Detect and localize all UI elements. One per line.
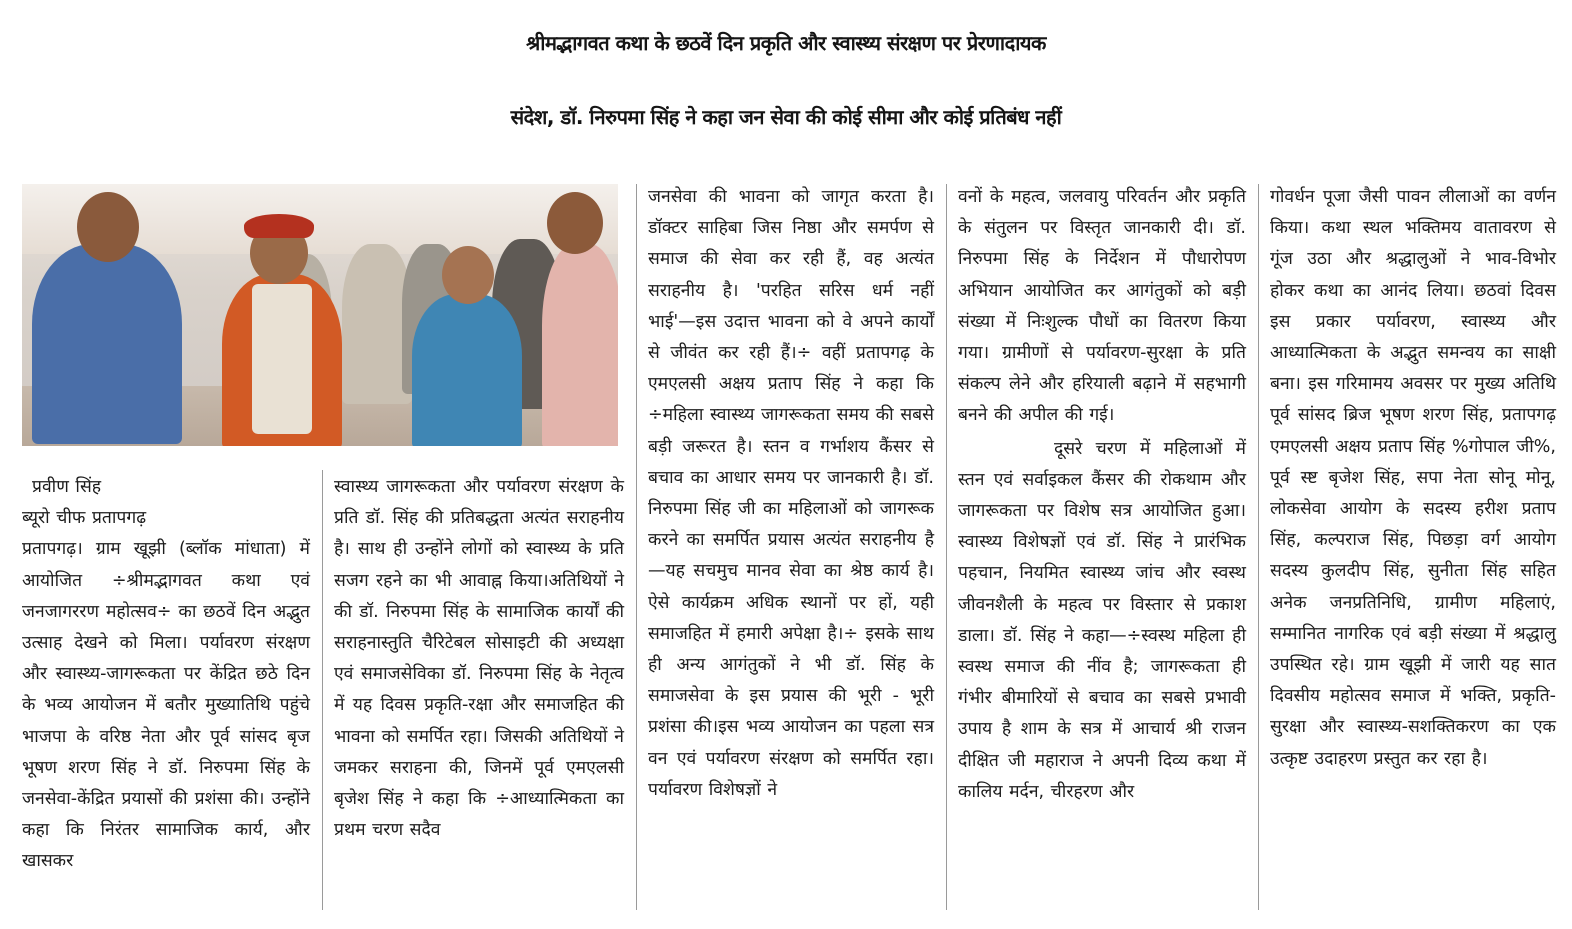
column-1-text: प्रतापगढ़। ग्राम खूझी (ब्लॉक मांधाता) में आयोजित ÷श्रीमद्भागवत कथा एवं जनजागररण महोत्सव÷ का छठवें दिन अद्भुत उत्साह देखने को मिला। पर्यावरण संरक्षण और स्वास्थ्य-जागरूकता पर केंद्रित छठे दिन के भव्य आयोजन में बतौर मुख्यातिथि पहुंचे भाजपा के वरिष्ठ नेता और पूर्व सांसद बृज भूषण शरण सिंह ने डॉ. निरुपमा सिंह के जनसेवा-केंद्रित प्रयासों की प्रशंसा की। उन्होंने कहा कि निरंतर सामाजिक कार्य, और खासकर (22, 539, 310, 872)
article-column-5 (1270, 182, 1556, 775)
byline-author: प्रवीण सिंह (32, 477, 102, 497)
column-divider (946, 184, 947, 910)
person-sari (412, 294, 522, 446)
column-3-text: जनसेवा की भावना को जागृत करता है। डॉक्टर साहिबा जिस निष्ठा और समर्पण से समाज की सेवा कर रही हैं, वह अत्यंत सराहनीय है। 'परहित सरिस धर्म नहीं भाई'—इस उदात्त भावना को वे अपने कार्यों से जीवंत कर रही हैं।÷ वहीं प्रतापगढ़ के एमएलसी अक्षय प्रताप सिंह ने कहा कि ÷महिला स्वास्थ्य जागरूकता समय की सबसे बड़ी जरूरत है। स्तन व गर्भाशय कैंसर से बचाव का आधार समय पर जानकारी है। डॉ. निरुपमा सिंह जी का महिलाओं को जागरूक करने का समर्पित प्रयास अत्यंत सराहनीय है—यह सचमुच मानव सेवा का श्रेष्ठ कार्य है। ऐसे कार्यक्रम अधिक स्थानों पर हों, यही समाजहित में हमारी अपेक्षा है।÷ इसके साथ ही अन्य आगंतुकों ने भी डॉ. सिंह के समाजसेवा के इस प्रयास की भूरी - भूरी प्रशंसा की।इस भव्य आयोजन का पहला सत्र वन एवं पर्यावरण संरक्षण को समर्पित रहा। पर्यावरण विशेषज्ञों ने (648, 187, 934, 800)
headline-line-2: संदेश, डॉ. निरुपमा सिंह ने कहा जन सेवा की कोई सीमा और कोई प्रतिबंध नहीं (510, 105, 1062, 129)
person-blue-shirt (32, 244, 182, 444)
column-4-text-part-2: दूसरे चरण में महिलाओं में स्तन एवं सर्वाइकल कैंसर की रोकथाम और जागरूकता पर विशेष सत्र आयोजित हुआ। स्वास्थ्य विशेषज्ञों एवं डॉ. सिंह ने प्रारंभिक पहचान, नियमित स्वास्थ्य जांच और स्वस्थ जीवनशैली के महत्व पर विस्तार से प्रकाश डाला। डॉ. सिंह ने कहा—÷स्वस्थ महिला ही स्वस्थ समाज की नींव है; जागरूकता ही गंभीर बीमारियों से बचाव का सबसे प्रभावी उपाय है शाम के सत्र में आचार्य श्री राजन दीक्षित जी महाराज ने अपनी दिव्य कथा में कालिय मर्दन, चीरहरण और (958, 438, 1246, 802)
column-2-text: स्वास्थ्य जागरूकता और पर्यावरण संरक्षण के प्रति डॉ. सिंह की प्रतिबद्धता अत्यंत सराहनीय है। साथ ही उन्होंने लोगों को स्वास्थ्य के प्रति सजग रहने का भी आवाह्न किया।अतिथियों ने की डॉ. निरुपमा सिंह के सामाजिक कार्यों की सराहनास्तुति चैरिटेबल सोसाइटी की अध्यक्षा एवं समाजसेविका डॉ. निरुपमा सिंह के नेतृत्व में यह दिवस प्रकृति-रक्षा और समाजहित की भावना को समर्पित रहा। जिसकी अतिथियों ने जमकर सराहना की, जिनमें पूर्व एमएलसी बृजेश सिंह ने कहा कि ÷आध्यात्मिकता का प्रथम चरण सदैव (334, 477, 624, 841)
column-divider (322, 470, 323, 910)
column-5-text: गोवर्धन पूजा जैसी पावन लीलाओं का वर्णन किया। कथा स्थल भक्तिमय वातावरण से गूंज उठा और श्रद्धालुओं ने भाव-विभोर होकर कथा का आनंद लिया। छठवां दिवस इस प्रकार पर्यावरण, स्वास्थ्य और आध्यात्मिकता के अद्भुत समन्वय का साक्षी बना। इस गरिमामय अवसर पर मुख्य अतिथि पूर्व सांसद ब्रिज भूषण शरण सिंह, प्रतापगढ़ एमएलसी अक्षय प्रताप सिंह %गोपाल जी%, पूर्व स्ष्ट बृजेश सिंह, सपा नेता सोनू मोनू, लोकसेवा आयोग के सदस्य हरीश प्रताप सिंह, कल्पराज सिंह, पिछड़ा वर्ग आयोग सदस्य कुलदीप सिंह, सुनीता सिंह सहित अनेक जनप्रतिनिधि, ग्रामीण महिलाएं, सम्मानित नागरिक एवं बड़ी संख्या में श्रद्धालु उपस्थित रहे। ग्राम खूझी में जारी यह सात दिवसीय महोत्सव समाज में भक्ति, प्रकृति-सुरक्षा और स्वास्थ्य-सशक्तिकरण का एक उत्कृष्ट उदाहरण प्रस्तुत कर रहा है। (1270, 187, 1556, 769)
article-column-2 (334, 472, 624, 846)
headline-line-1: श्रीमद्भागवत कथा के छठवें दिन प्रकृति और स्वास्थ्य संरक्षण पर प्रेरणादायक (526, 31, 1046, 55)
article-column-3 (648, 182, 934, 806)
article-column-1 (22, 472, 310, 878)
column-divider (636, 184, 637, 910)
person-pink-kurta (542, 244, 618, 446)
column-4-text-part-1: वनों के महत्व, जलवायु परिवर्तन और प्रकृति के संतुलन पर विस्तृत जानकारी दी। डॉ. निरुपमा सिंह के निर्देशन में पौधारोपण अभियान आयोजित कर आगंतुकों को बड़ी संख्या में निःशुल्क पौधों का वितरण किया गया। ग्रामीणों से पर्यावरण-सुरक्षा के प्रति संकल्प लेने और हरियाली बढ़ाने में सहभागी बनने की अपील की गई। (958, 187, 1246, 426)
article-headline (0, 6, 1572, 154)
article-column-4 (958, 182, 1246, 808)
column-divider (1258, 184, 1259, 910)
news-photo (22, 184, 618, 446)
byline-role: ब्यूरो चीफ प्रतापगढ़ (22, 508, 147, 529)
